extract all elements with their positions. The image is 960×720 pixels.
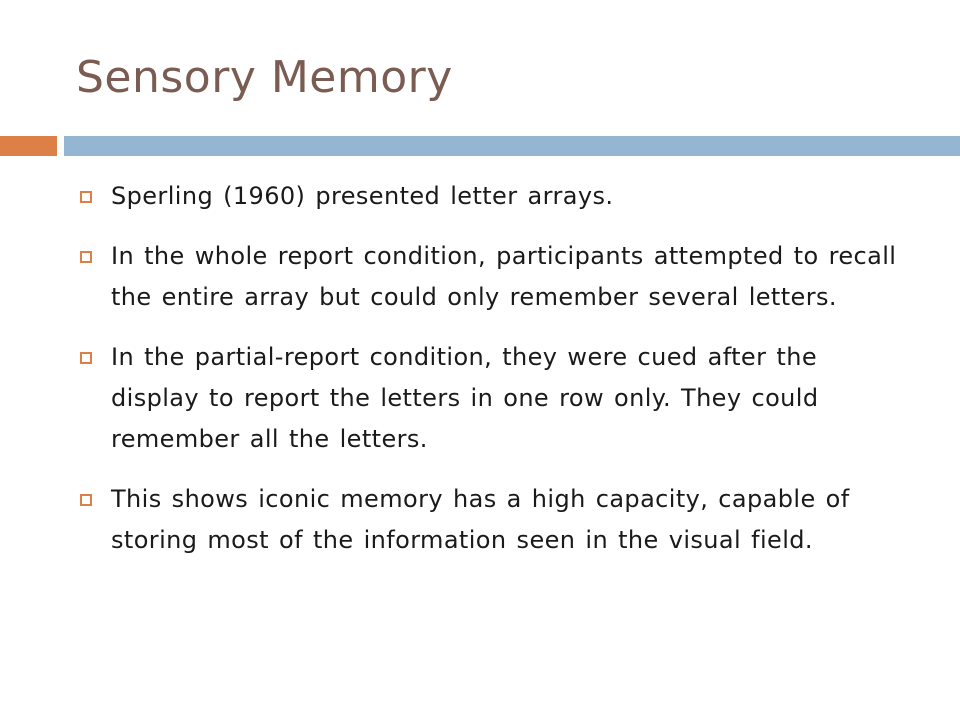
hollow-square-icon [80, 251, 92, 263]
hollow-square-icon [80, 191, 92, 203]
hollow-square-icon [80, 352, 92, 364]
bullet-item [80, 176, 910, 217]
title-accent-rule [0, 136, 57, 156]
bullet-text: This shows iconic memory has a high capacity, capable of storing most of the information seen in the visual field. [111, 485, 850, 554]
hollow-square-icon [80, 494, 92, 506]
title-underline-rule [64, 136, 960, 156]
bullet-text: Sperling (1960) presented letter arrays. [111, 182, 614, 210]
bullet-item [80, 479, 910, 561]
bullet-text: In the whole report condition, participants attempted to recall the entire array but could only remember several letters. [111, 242, 897, 311]
bullet-list [80, 176, 910, 580]
bullet-item [80, 236, 910, 318]
slide-title: Sensory Memory [76, 52, 453, 103]
bullet-item [80, 337, 910, 460]
bullet-text: In the partial-report condition, they were cued after the display to report the letters in one row only. They could remember all the letters. [111, 343, 819, 453]
